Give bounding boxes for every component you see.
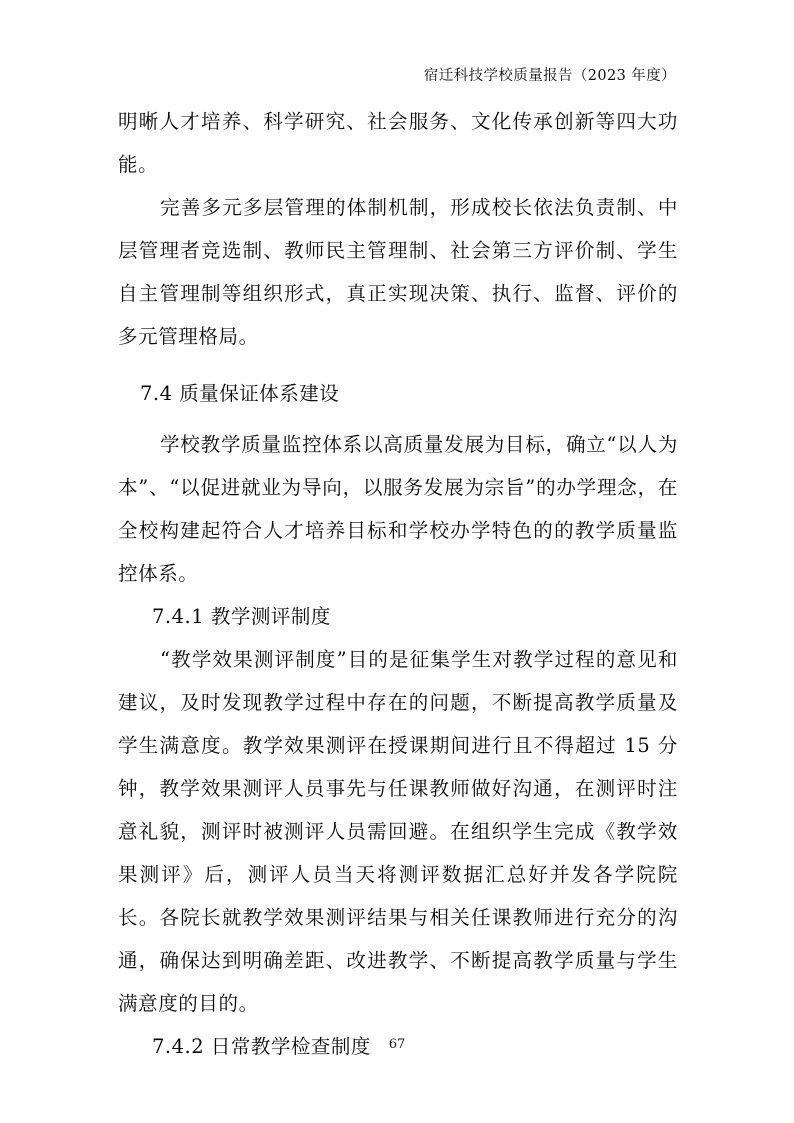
paragraph-continued: 明晰人才培养、科学研究、社会服务、文化传承创新等四大功能。	[118, 110, 678, 176]
page-header: 宿迁科技学校质量报告（2023 年度）	[423, 68, 676, 84]
section-heading-7-4-2: 7.4.2 日常教学检查制度	[152, 1035, 371, 1058]
page-number: 67	[388, 1037, 406, 1052]
page-body	[118, 100, 678, 1068]
paragraph-quality-system: 学校教学质量监控体系以高质量发展为目标，确立“以人为本”、“以促进就业为导向，以服务发展为宗旨”的办学理念，在全校构建起符合人才培养目标和学校办学特色的的教学质量监控体系。	[118, 433, 678, 585]
section-heading-7-4: 7.4 质量保证体系建设	[140, 382, 340, 405]
paragraph-governance: 完善多元多层管理的体制机制，形成校长依法负责制、中层管理者竞选制、教师民主管理制、社会第三方评价制、学生自主管理制等组织形式，真正实现决策、执行、监督、评价的多元管理格局。	[118, 196, 678, 348]
paragraph-evaluation-system: “教学效果测评制度”目的是征集学生对教学过程的意见和建议，及时发现教学过程中存在的问题，不断提高教学质量及学生满意度。教学效果测评在授课期间进行且不得超过 15 分钟，教学效果测评人员事先与任课教师做好沟通，在测评时注意礼貌，测评时被测评人员需回避。在组织学生完成《教学效果测评》后，测评人员当天将测评数据汇总好并发各学院院长。各院长就教学效果测评结果与相关任课教师进行充分的沟通，确保达到明确差距、改进教学、不断提高教学质量与学生满意度的目的。	[118, 648, 678, 1015]
section-heading-7-4-1: 7.4.1 教学测评制度	[152, 605, 331, 628]
